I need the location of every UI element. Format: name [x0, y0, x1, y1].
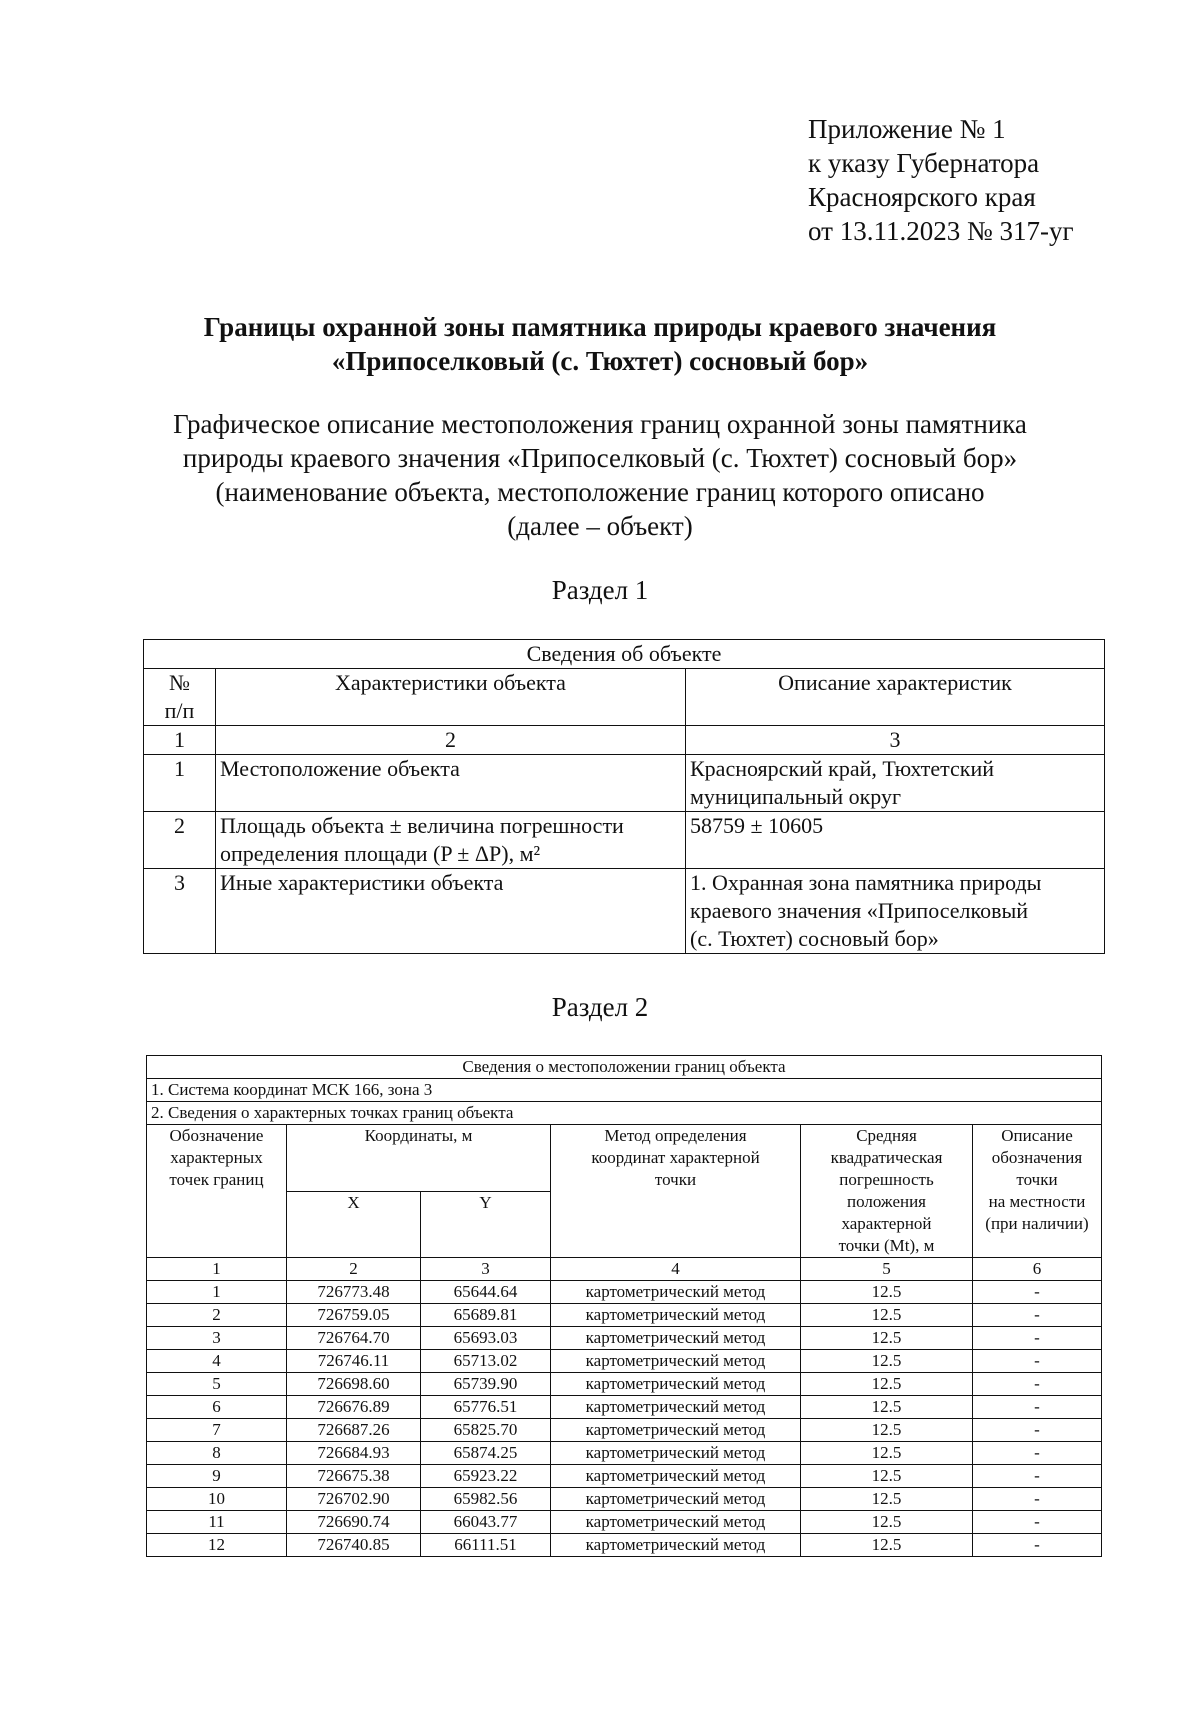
row-name — [216, 755, 686, 812]
column-number: 3 — [421, 1258, 551, 1281]
coord-y-cell: 66111.51 — [421, 1534, 551, 1557]
header-text: точки (Mt), м — [838, 1236, 935, 1255]
row-description — [686, 812, 1105, 869]
cell-line: Красноярский край, Тюхтетский — [690, 756, 995, 781]
method-cell: картометрический метод — [551, 1419, 801, 1442]
table-row — [147, 1373, 1102, 1396]
header-cell-error — [801, 1125, 973, 1258]
method-cell: картометрический метод — [551, 1465, 801, 1488]
method-cell: картометрический метод — [551, 1511, 801, 1534]
subtitle-line: (далее – объект) — [507, 511, 693, 541]
point-description-cell: - — [973, 1511, 1102, 1534]
coord-y-cell: 65825.70 — [421, 1419, 551, 1442]
column-number: 5 — [801, 1258, 973, 1281]
table-caption-row — [144, 640, 1105, 669]
header-cell-description: Описание характеристик — [686, 669, 1105, 726]
section-2-heading: Раздел 2 — [551, 992, 649, 1022]
header-text: обозначения — [991, 1148, 1083, 1167]
cell-line: (с. Тюхтет) сосновый бор» — [690, 926, 939, 951]
error-cell: 12.5 — [801, 1373, 973, 1396]
header-text: на местности — [988, 1192, 1086, 1211]
column-number: 1 — [144, 726, 216, 755]
document-subtitle — [100, 407, 1100, 543]
column-number: 1 — [147, 1258, 287, 1281]
point-id-cell: 8 — [147, 1442, 287, 1465]
cell-line: Площадь объекта ± величина погрешности — [220, 813, 624, 838]
annex-line: от 13.11.2023 № 317-уг — [808, 216, 1074, 246]
method-cell: картометрический метод — [551, 1373, 801, 1396]
error-cell: 12.5 — [801, 1442, 973, 1465]
cell-line: 58759 ± 10605 — [690, 813, 824, 838]
header-text: Средняя — [856, 1126, 917, 1145]
coord-y-cell: 66043.77 — [421, 1511, 551, 1534]
cell-line: Иные характеристики объекта — [220, 870, 504, 895]
header-text: характерных — [170, 1148, 263, 1167]
header-text: (при наличии) — [985, 1214, 1089, 1233]
annex-line: Красноярского края — [808, 182, 1036, 212]
annex-line: к указу Губернатора — [808, 148, 1040, 178]
coord-y-cell: 65689.81 — [421, 1304, 551, 1327]
column-number: 2 — [287, 1258, 421, 1281]
cell-line: определения площади (P ± ΔP), м² — [220, 841, 541, 866]
point-id-cell: 11 — [147, 1511, 287, 1534]
subtitle-line: природы краевого значения «Припоселковый (с. Тюхтет) сосновый бор» — [182, 443, 1018, 473]
boundary-points-table — [146, 1055, 1102, 1557]
coord-x-cell: 726675.38 — [287, 1465, 421, 1488]
table-row — [147, 1396, 1102, 1419]
coord-x-cell: 726740.85 — [287, 1534, 421, 1557]
coord-x-cell: 726684.93 — [287, 1442, 421, 1465]
object-info-table — [143, 639, 1105, 954]
coord-x-cell: 726764.70 — [287, 1327, 421, 1350]
method-cell: картометрический метод — [551, 1281, 801, 1304]
coord-system-row — [147, 1079, 1102, 1102]
point-id-cell: 7 — [147, 1419, 287, 1442]
header-text: точек границ — [169, 1170, 264, 1189]
column-number: 4 — [551, 1258, 801, 1281]
table-caption: Сведения о местоположении границ объекта — [147, 1056, 1102, 1079]
header-text: точки — [1016, 1170, 1058, 1189]
table-row — [147, 1534, 1102, 1557]
error-cell: 12.5 — [801, 1327, 973, 1350]
header-cell-description — [973, 1125, 1102, 1258]
header-cell-characteristics: Характеристики объекта — [216, 669, 686, 726]
table-row — [147, 1304, 1102, 1327]
table-row — [144, 869, 1105, 954]
point-description-cell: - — [973, 1534, 1102, 1557]
method-cell: картометрический метод — [551, 1534, 801, 1557]
cell-line: Местоположение объекта — [220, 756, 460, 781]
coord-system: 1. Система координат МСК 166, зона 3 — [147, 1079, 1102, 1102]
table-row — [147, 1350, 1102, 1373]
point-id-cell: 3 — [147, 1327, 287, 1350]
coord-x-cell: 726773.48 — [287, 1281, 421, 1304]
coord-x-cell: 726698.60 — [287, 1373, 421, 1396]
coord-y-cell: 65874.25 — [421, 1442, 551, 1465]
error-cell: 12.5 — [801, 1465, 973, 1488]
cell-line: муниципальный округ — [690, 784, 902, 809]
header-text: Метод определения — [604, 1126, 747, 1145]
row-description — [686, 755, 1105, 812]
point-description-cell: - — [973, 1442, 1102, 1465]
coord-x-cell: 726759.05 — [287, 1304, 421, 1327]
column-numbers-row — [147, 1258, 1102, 1281]
header-text: характерной — [841, 1214, 932, 1233]
error-cell: 12.5 — [801, 1511, 973, 1534]
table-row — [147, 1442, 1102, 1465]
coord-x-cell: 726676.89 — [287, 1396, 421, 1419]
point-id-cell: 6 — [147, 1396, 287, 1419]
point-description-cell: - — [973, 1419, 1102, 1442]
coord-x-cell: 726702.90 — [287, 1488, 421, 1511]
header-text: положения — [846, 1192, 926, 1211]
subtitle-line: (наименование объекта, местоположение границ которого описано — [215, 477, 985, 507]
points-body — [147, 1281, 1102, 1557]
coord-y-cell: 65693.03 — [421, 1327, 551, 1350]
row-number: 2 — [144, 812, 216, 869]
error-cell: 12.5 — [801, 1534, 973, 1557]
row-name — [216, 869, 686, 954]
table-header-row — [147, 1125, 1102, 1192]
section-1-heading: Раздел 1 — [551, 575, 649, 605]
row-number: 3 — [144, 869, 216, 954]
point-id-cell: 1 — [147, 1281, 287, 1304]
coord-x-cell: 726746.11 — [287, 1350, 421, 1373]
table-row — [147, 1488, 1102, 1511]
header-cell-x: X — [287, 1191, 421, 1258]
document-title — [100, 310, 1100, 378]
method-cell: картометрический метод — [551, 1396, 801, 1419]
error-cell: 12.5 — [801, 1396, 973, 1419]
error-cell: 12.5 — [801, 1350, 973, 1373]
coord-y-cell: 65739.90 — [421, 1373, 551, 1396]
method-cell: картометрический метод — [551, 1304, 801, 1327]
point-id-cell: 9 — [147, 1465, 287, 1488]
table-row — [144, 812, 1105, 869]
header-text: п/п — [164, 698, 195, 723]
coord-y-cell: 65713.02 — [421, 1350, 551, 1373]
error-cell: 12.5 — [801, 1419, 973, 1442]
method-cell: картометрический метод — [551, 1442, 801, 1465]
method-cell: картометрический метод — [551, 1327, 801, 1350]
point-id-cell: 4 — [147, 1350, 287, 1373]
header-cell-coords: Координаты, м — [287, 1125, 551, 1192]
coord-y-cell: 65982.56 — [421, 1488, 551, 1511]
coord-y-cell: 65776.51 — [421, 1396, 551, 1419]
header-cell-y: Y — [421, 1191, 551, 1258]
points-caption: 2. Сведения о характерных точках границ объекта — [147, 1102, 1102, 1125]
column-number: 6 — [973, 1258, 1102, 1281]
points-caption-row — [147, 1102, 1102, 1125]
table-row — [147, 1465, 1102, 1488]
header-text: Обозначение — [169, 1126, 264, 1145]
point-description-cell: - — [973, 1396, 1102, 1419]
coord-x-cell: 726687.26 — [287, 1419, 421, 1442]
table-row — [144, 755, 1105, 812]
cell-line: краевого значения «Припоселковый — [690, 898, 1029, 923]
header-text: № — [169, 670, 190, 695]
point-description-cell: - — [973, 1350, 1102, 1373]
point-description-cell: - — [973, 1281, 1102, 1304]
row-number: 1 — [144, 755, 216, 812]
annex-line: Приложение № 1 — [808, 114, 1006, 144]
point-description-cell: - — [973, 1304, 1102, 1327]
column-number: 2 — [216, 726, 686, 755]
table-row — [147, 1281, 1102, 1304]
header-text: точки — [654, 1170, 697, 1189]
table-header-row — [144, 669, 1105, 726]
table-caption-row — [147, 1056, 1102, 1079]
header-text: Описание — [1001, 1126, 1073, 1145]
method-cell: картометрический метод — [551, 1350, 801, 1373]
row-name — [216, 812, 686, 869]
column-number: 3 — [686, 726, 1105, 755]
coord-x-cell: 726690.74 — [287, 1511, 421, 1534]
header-cell-point — [147, 1125, 287, 1258]
header-cell-method — [551, 1125, 801, 1258]
header-cell-no — [144, 669, 216, 726]
point-description-cell: - — [973, 1488, 1102, 1511]
header-text: квадратическая — [830, 1148, 943, 1167]
cell-line: 1. Охранная зона памятника природы — [690, 870, 1042, 895]
row-description — [686, 869, 1105, 954]
point-id-cell: 5 — [147, 1373, 287, 1396]
header-text: погрешность — [839, 1170, 934, 1189]
subtitle-line: Графическое описание местоположения границ охранной зоны памятника — [173, 409, 1027, 439]
point-description-cell: - — [973, 1327, 1102, 1350]
point-description-cell: - — [973, 1465, 1102, 1488]
point-id-cell: 12 — [147, 1534, 287, 1557]
title-line: Границы охранной зоны памятника природы краевого значения — [203, 312, 997, 342]
coord-y-cell: 65644.64 — [421, 1281, 551, 1304]
method-cell: картометрический метод — [551, 1488, 801, 1511]
table-row — [147, 1511, 1102, 1534]
annex-header — [808, 112, 1074, 248]
point-description-cell: - — [973, 1373, 1102, 1396]
table-row — [147, 1419, 1102, 1442]
error-cell: 12.5 — [801, 1304, 973, 1327]
header-text: координат характерной — [591, 1148, 760, 1167]
title-line: «Припоселковый (с. Тюхтет) сосновый бор» — [331, 346, 869, 376]
error-cell: 12.5 — [801, 1281, 973, 1304]
column-numbers-row — [144, 726, 1105, 755]
table-row — [147, 1327, 1102, 1350]
error-cell: 12.5 — [801, 1488, 973, 1511]
table-caption: Сведения об объекте — [144, 640, 1105, 669]
point-id-cell: 10 — [147, 1488, 287, 1511]
coord-y-cell: 65923.22 — [421, 1465, 551, 1488]
point-id-cell: 2 — [147, 1304, 287, 1327]
